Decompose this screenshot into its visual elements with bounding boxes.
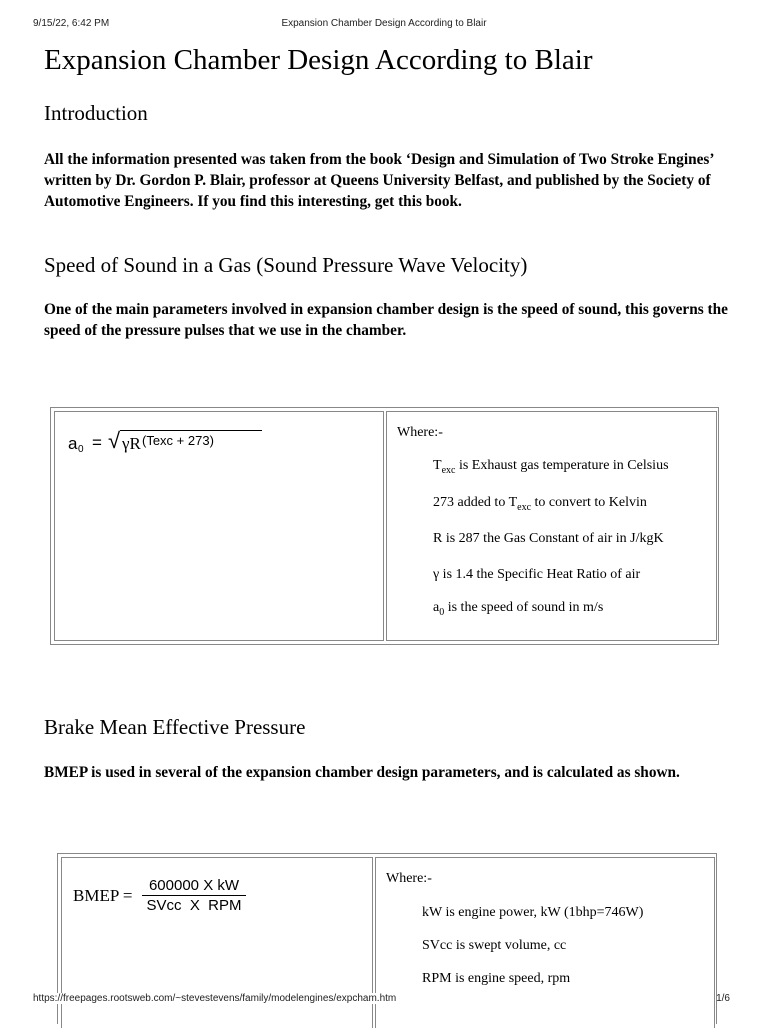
formula-inner: (Texc + 273) [142, 433, 214, 448]
intro-paragraph: All the information presented was taken from the book ‘Design and Simulation of Two Stroke Engines’ written by Dr. Gordon P. Blair, professor at Queens University Belfast, and published by the Society of Automotive Engineers. If you find this interesting, get this book. [44, 151, 714, 210]
where-item: $T_{exc}$ is Exhaust gas temperature in Celsius [433, 458, 669, 476]
bmep-where-cell [375, 857, 715, 1028]
heading-speed-of-sound: Speed of Sound in a Gas (Sound Pressure Wave Velocity) [44, 253, 528, 277]
formula-cell [54, 411, 384, 641]
print-datetime: 9/15/22, 6:42 PM [33, 18, 110, 29]
where-item: R is 287 the Gas Constant of air in J/kgK [433, 531, 664, 546]
where-item: γ is 1.4 the Specific Heat Ratio of air [433, 567, 641, 582]
where-label: Where:- [397, 425, 443, 440]
speed-of-sound-paragraph: One of the main parameters involved in expansion chamber design is the speed of sound, this governs the speed of the pressure pulses that we use in the chamber. [44, 301, 728, 339]
where-item: RPM is engine speed, rpm [422, 971, 571, 986]
radical-bar [120, 430, 262, 431]
speed-of-sound-table [50, 407, 719, 645]
bmep-denominator: SVcc X RPM [146, 897, 242, 914]
where-item: kW is engine power, kW (1bhp=746W) [422, 905, 644, 920]
where-cell [386, 411, 717, 641]
bmep-paragraph: BMEP is used in several of the expansion chamber design parameters, and is calculated as shown. [44, 764, 680, 781]
formula-equals: = [92, 433, 102, 452]
heading-introduction: Introduction [44, 101, 148, 125]
where-item: $a_0$ is the speed of sound in m/s [433, 600, 604, 618]
fraction-bar [142, 895, 246, 896]
heading-bmep: Brake Mean Effective Pressure [44, 715, 306, 739]
formula-lhs-subscript: 0 [78, 444, 84, 455]
print-url: https://freepages.rootsweb.com/~stevestevens/family/modelengines/expcham.htm [33, 993, 400, 1004]
where-item: SVcc is swept volume, cc [422, 938, 567, 953]
bmep-formula-lhs: BMEP = [73, 886, 133, 905]
print-title: Expansion Chamber Design According to Blair [281, 18, 487, 29]
page-number: 1/6 [716, 993, 730, 1004]
radical-sign: √ [108, 428, 121, 453]
formula-lhs: a [68, 434, 78, 453]
where-item: 273 added to $T_{exc}$ to convert to Kelvin [433, 495, 647, 513]
where-label: Where:- [386, 871, 432, 886]
speed-of-sound-formula [68, 428, 298, 458]
bmep-numerator: 600000 X kW [148, 877, 240, 894]
page-title: Expansion Chamber Design According to Blair [44, 44, 593, 76]
formula-gamma-r: γR [122, 434, 141, 453]
bmep-fraction [142, 877, 246, 914]
